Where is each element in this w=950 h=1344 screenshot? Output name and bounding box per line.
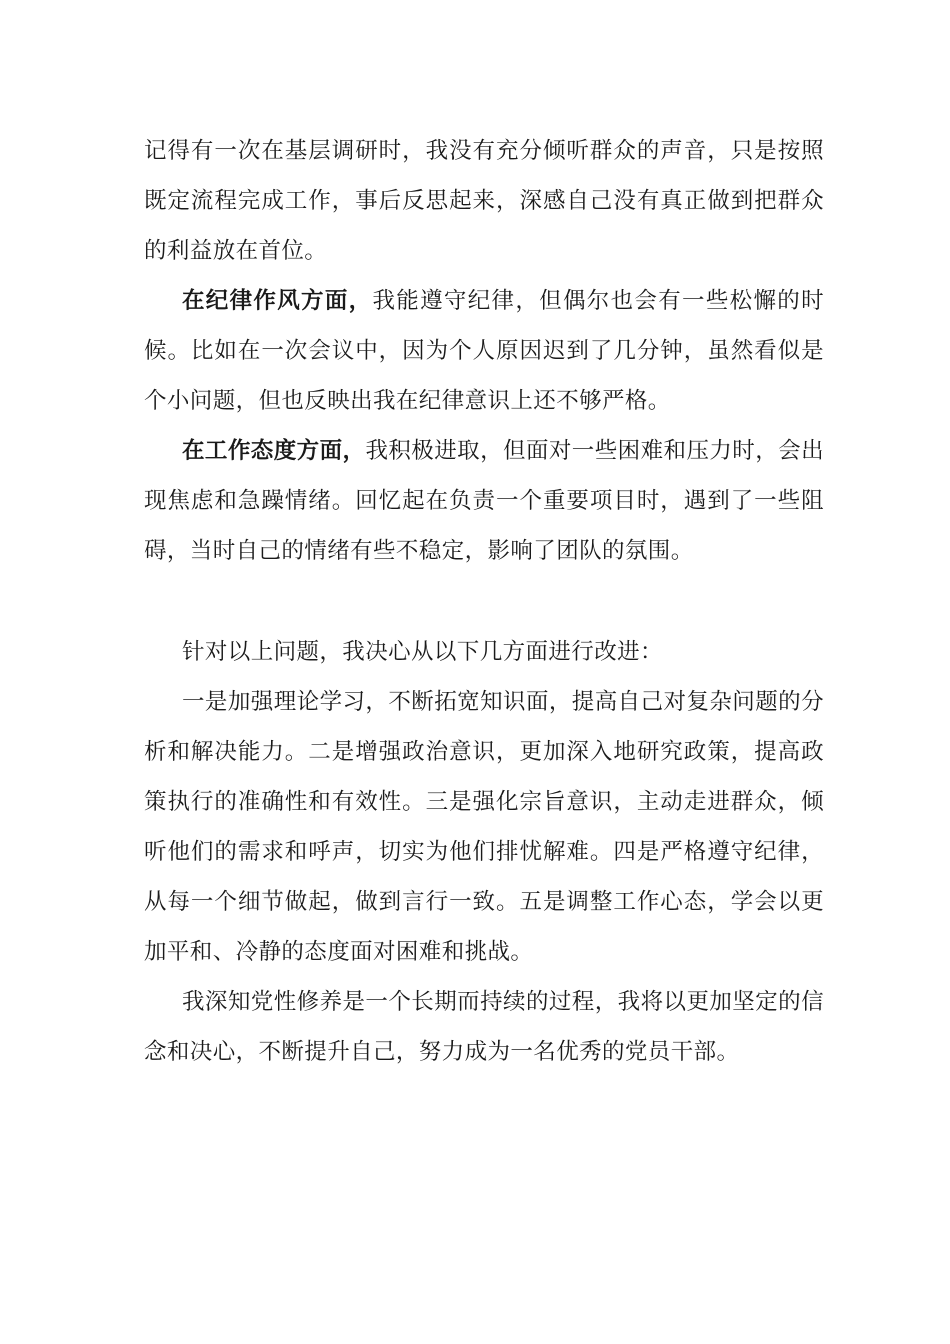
paragraph-improvement-intro: 针对以上问题，我决心从以下几方面进行改进：	[182, 639, 663, 665]
paragraph-conclusion: 我深知党性修养是一个长期而持续的过程，我将以更加坚定的信念和决心，不断提升自己，努力成为一名优秀的党员干部。	[144, 989, 824, 1065]
paragraph-improvement-measures: 一是加强理论学习，不断拓宽知识面，提高自己对复杂问题的分析和解决能力。二是增强政治意识，更加深入地研究政策，提高政策执行的准确性和有效性。三是强化宗旨意识，主动走进群众，倾听他们的需求和呼声，切实为他们排忧解难。四是严格遵守纪律，从每一个细节做起，做到言行一致。五是调整工作心态，学会以更加平和、冷静的态度面对困难和挑战。	[144, 689, 824, 965]
paragraph-work-attitude	[144, 426, 824, 576]
paragraph-body-discipline: 我能遵守纪律，但偶尔也会有一些松懈的时候。比如在一次会议中，因为个人原因迟到了几分钟，虽然看似是个小问题，但也反映出我在纪律意识上还不够严格。	[144, 288, 824, 414]
document-body	[144, 126, 824, 1077]
paragraph-spacer	[144, 576, 824, 627]
paragraph-body-work-attitude: 我积极进取，但面对一些困难和压力时，会出现焦虑和急躁情绪。回忆起在负责一个重要项目时，遇到了一些阻碍，当时自己的情绪有些不稳定，影响了团队的氛围。	[144, 438, 824, 564]
paragraph-heading-work-attitude: 在工作态度方面，	[182, 438, 366, 464]
paragraph-heading-discipline: 在纪律作风方面，	[182, 288, 373, 314]
paragraph-discipline	[144, 276, 824, 426]
paragraph-research-reflection: 记得有一次在基层调研时，我没有充分倾听群众的声音，只是按照既定流程完成工作，事后反思起来，深感自己没有真正做到把群众的利益放在首位。	[144, 138, 824, 264]
